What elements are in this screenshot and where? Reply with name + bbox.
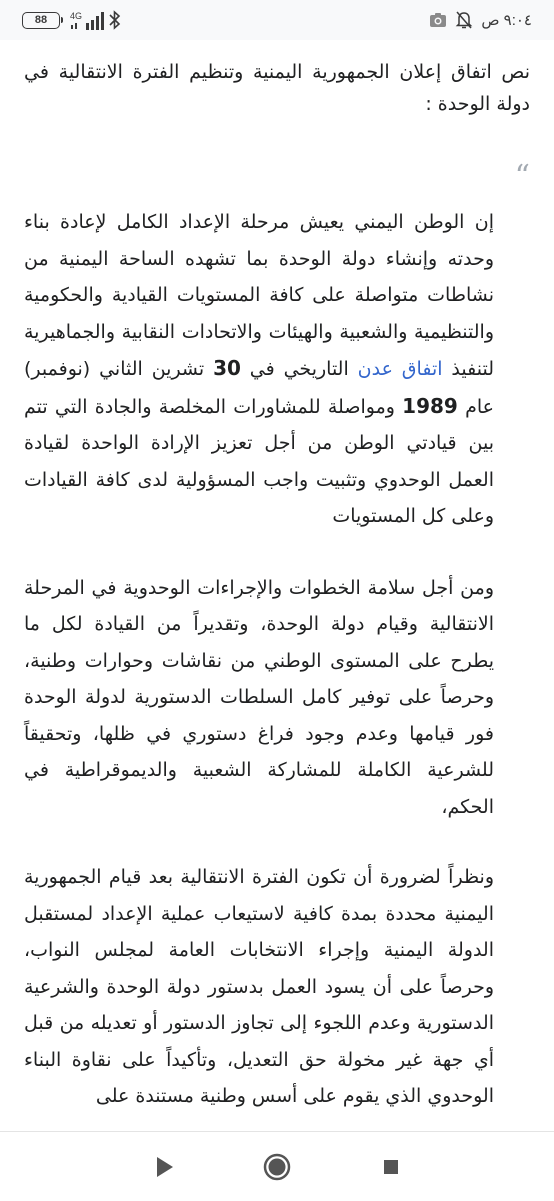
- status-clock: ٩:٠٤ ص: [481, 12, 532, 29]
- signal-icon: [70, 10, 104, 32]
- battery-level: 88: [34, 14, 48, 26]
- p1-text-start: إن الوطن اليمني يعيش مرحلة الإعداد الكامل لإعادة بناء وحدته وإنشاء دولة الوحدة بما تشهده الساحة اليمنية من نشاطات متواصلة على كافة المستويات القيادية والحكومية والتنظيمية والشعبية والهيئات والاتحادات النقابية والجماهيرية لتنفيذ: [24, 211, 494, 380]
- p1-day: 30: [213, 356, 241, 380]
- quote-mark-icon: “: [514, 159, 530, 194]
- p1-text-after-link: التاريخي في: [240, 358, 358, 380]
- battery-icon: [22, 12, 60, 29]
- p1-text-rest: ومواصلة للمشاورات المخلصة والجادة التي تتم بين قيادتي الوطن من أجل تعزيز الإرادة الواحدة لقيادة العمل الوحدوي وتثبيت واجب المسؤولية لدى كافة القيادات وعلى كل المستويات: [24, 395, 494, 527]
- p1-year: 1989: [402, 393, 458, 418]
- navigation-bar: [0, 1131, 554, 1201]
- status-bar: [0, 0, 554, 40]
- article-intro: نص اتفاق إعلان الجمهورية اليمنية وتنظيم الفترة الانتقالية في دولة الوحدة :: [24, 61, 530, 115]
- network-type: 4G: [70, 11, 83, 21]
- home-circle-icon[interactable]: [262, 1152, 292, 1182]
- quote-paragraph-2: ومن أجل سلامة الخطوات والإجراءات الوحدوية في المرحلة الانتقالية وقيام دولة الوحدة، وتقديراً من القيادة لكل ما يطرح على المستوى الوطني من نقاشات وحوارات وطنية، وحرصاً على توفير كامل السلطات الدستورية لدولة الوحدة فور قيامها وعدم وجود فراغ دستوري في ظلها، وتحقيقاً للشرعية الكاملة للمشاركة الشعبية والديموقراطية في الحكم،: [24, 576, 494, 818]
- back-triangle-icon[interactable]: [148, 1152, 178, 1182]
- quote-paragraph-1: [24, 204, 494, 535]
- bluetooth-icon: [108, 10, 122, 30]
- p1-text-mid: تشرين الثاني (نوفمبر) عام: [24, 358, 494, 418]
- bell-off-icon: [455, 10, 473, 30]
- article-content: [0, 40, 554, 1130]
- quote-paragraph-3: ونظراً لضرورة أن تكون الفترة الانتقالية بعد قيام الجمهورية اليمنية محددة بمدة كافية لاستيعاب عملية الإعداد لمستقبل الدولة اليمنية وإجراء الانتخابات العامة لمجلس النواب، وحرصاً على أن يسود العمل بدستور دولة الوحدة والشرعية الدستورية وعدم اللجوء إلى تجاوز الدستور أو تعديله من قبل أي جهة غير مخولة حق التعديل، وتأكيداً على نقاوة البناء الوحدوي الذي يقوم على أسس وطنية مستندة على: [24, 866, 494, 1107]
- recents-square-icon[interactable]: [376, 1152, 406, 1182]
- camera-icon: [429, 12, 447, 28]
- aden-agreement-link[interactable]: اتفاق عدن: [357, 358, 443, 380]
